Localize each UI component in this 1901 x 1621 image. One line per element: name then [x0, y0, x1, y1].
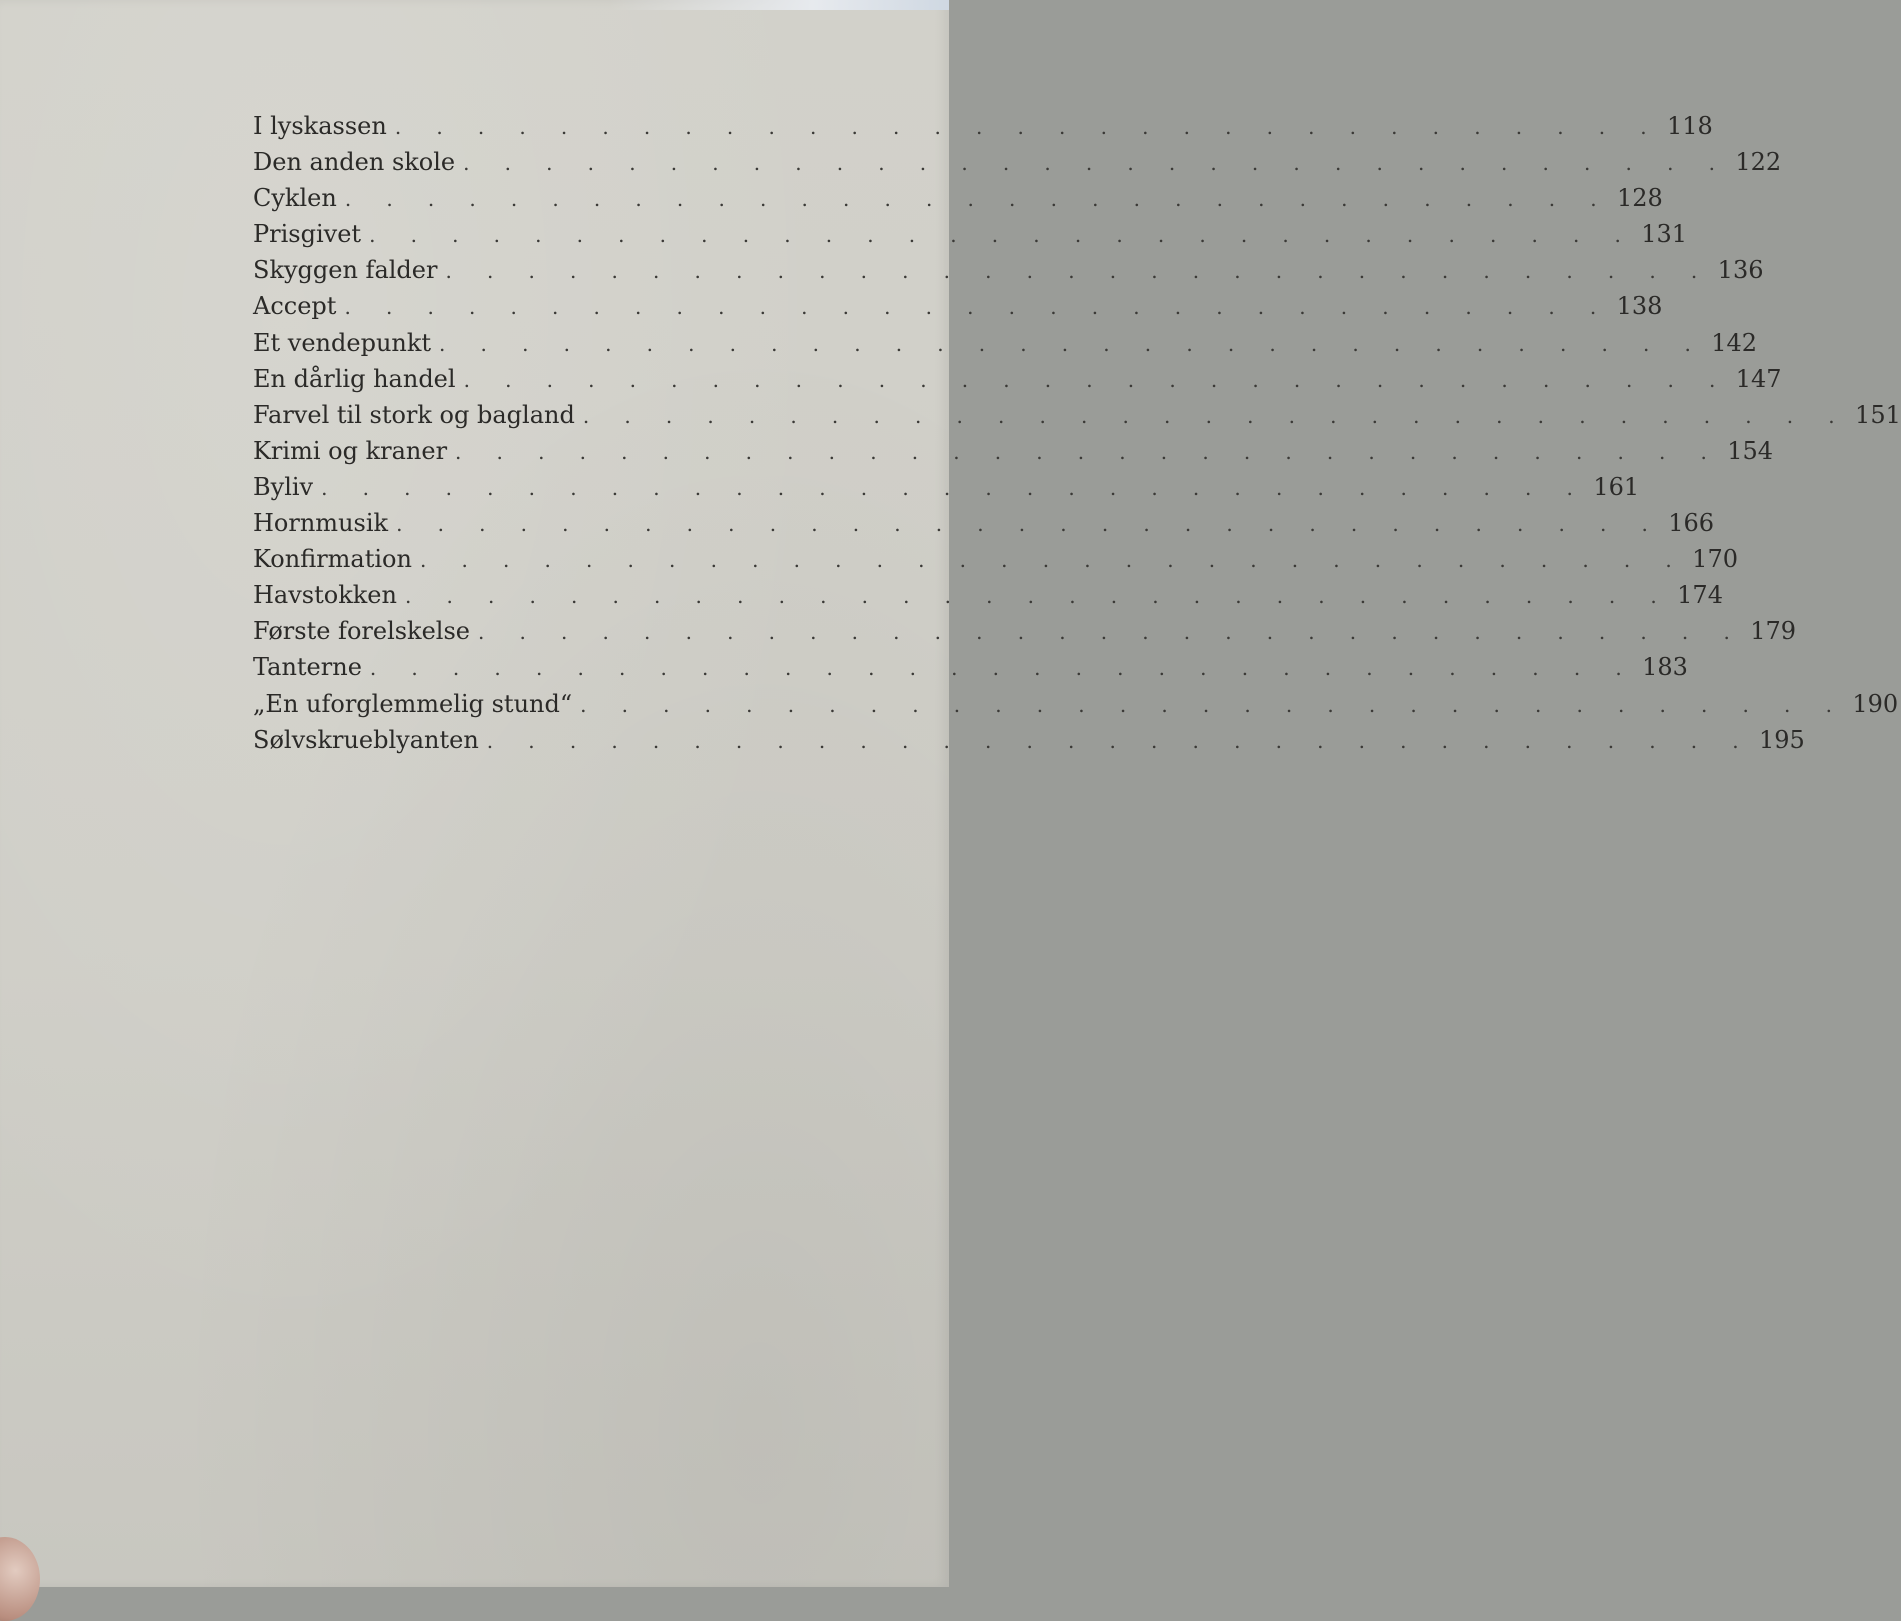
toc-entry	[253, 649, 1688, 685]
toc-entry-page: 147	[1735, 364, 1782, 393]
toc-dot-leader: . . . . . . . . . . . . . . . . . . . . . . . . . . . . . . .	[439, 331, 1706, 356]
toc-dot-leader: . . . . . . . . . . . . . . . . . . . . . . . . . . . . . . .	[394, 115, 1662, 139]
table-of-contents	[253, 108, 1901, 758]
toc-entry-page: 151	[1855, 400, 1901, 429]
toc-entry	[253, 722, 1805, 758]
toc-entry-title: „En uforglemmelig stund“	[253, 689, 573, 718]
toc-entry-title: Konfirmation	[253, 545, 412, 574]
toc-entry-page: 128	[1617, 184, 1663, 213]
toc-dot-leader: . . . . . . . . . . . . . . . . . . . . . . . . . . . . . . .	[419, 548, 1687, 573]
toc-entry-page: 174	[1677, 581, 1723, 610]
toc-entry-title: Prisgivet	[253, 220, 362, 249]
toc-dot-leader: . . . . . . . . . . . . . . . . . . . . . . . . . . . . . . .	[404, 584, 1672, 609]
toc-dot-leader: . . . . . . . . . . . . . . . . . . . . . . . . . . . . . . .	[582, 403, 1850, 428]
toc-entry	[253, 613, 1797, 649]
toc-entry-page: 142	[1711, 328, 1758, 357]
toc-dot-leader: . . . . . . . . . . . . . . . . . . . . . . . . . . . . . . .	[486, 728, 1753, 753]
toc-dot-leader: . . . . . . . . . . . . . . . . . . . . . . . . . . . . . . .	[463, 367, 1730, 392]
toc-dot-leader: . . . . . . . . . . . . . . . . . . . . . . . . . . . . . . .	[369, 223, 1636, 248]
toc-entry-title: Et vendepunkt	[253, 328, 432, 357]
toc-entry	[253, 216, 1688, 252]
toc-dot-leader: . . . . . . . . . . . . . . . . . . . . . . . . . . . . . . .	[463, 151, 1730, 176]
toc-dot-leader: . . . . . . . . . . . . . . . . . . . . . . . . . . . . . . .	[321, 475, 1588, 500]
toc-entry	[253, 397, 1901, 433]
toc-entry	[253, 577, 1723, 613]
toc-entry-page: 131	[1641, 220, 1688, 249]
toc-entry-page: 179	[1750, 617, 1797, 646]
toc-dot-leader: . . . . . . . . . . . . . . . . . . . . . . . . . . . . . . .	[344, 295, 1611, 320]
toc-entry	[253, 469, 1640, 505]
toc-entry	[253, 325, 1758, 361]
toc-entry-title: Havstokken	[253, 581, 397, 610]
toc-entry-page: 190	[1852, 689, 1899, 718]
toc-entry-title: Farvel til stork og bagland	[253, 400, 575, 429]
toc-entry-title: Den anden skole	[253, 148, 456, 177]
toc-entry-title: Første forelskelse	[253, 617, 470, 646]
toc-entry-page: 166	[1668, 509, 1715, 538]
toc-entry	[253, 288, 1663, 324]
toc-entry	[253, 361, 1782, 397]
toc-entry-page: 170	[1692, 545, 1738, 574]
toc-dot-leader: . . . . . . . . . . . . . . . . . . . . . . . . . . . . . . .	[344, 187, 1612, 212]
toc-entry-page: 122	[1735, 148, 1782, 177]
toc-entry-page: 161	[1593, 472, 1640, 501]
toc-entry	[253, 686, 1899, 722]
toc-entry-title: Krimi og kraner	[253, 436, 448, 465]
toc-entry-page: 136	[1717, 256, 1764, 285]
toc-entry	[253, 505, 1715, 541]
toc-dot-leader: . . . . . . . . . . . . . . . . . . . . . . . . . . . . . . .	[396, 512, 1663, 537]
toc-dot-leader: . . . . . . . . . . . . . . . . . . . . . . . . . . . . . . .	[455, 439, 1722, 464]
toc-entry	[253, 541, 1738, 577]
toc-entry	[253, 252, 1764, 288]
toc-dot-leader: . . . . . . . . . . . . . . . . . . . . . . . . . . . . . . .	[478, 620, 1745, 645]
toc-dot-leader: . . . . . . . . . . . . . . . . . . . . . . . . . . . . . . .	[580, 692, 1847, 717]
toc-entry-title: Hornmusik	[253, 509, 389, 538]
toc-entry	[253, 180, 1663, 216]
toc-entry-title: Sølvskrueblyanten	[253, 725, 479, 754]
toc-entry	[253, 108, 1713, 144]
toc-entry-title: En dårlig handel	[253, 364, 456, 393]
toc-dot-leader: . . . . . . . . . . . . . . . . . . . . . . . . . . . . . . .	[369, 656, 1637, 681]
page-edge	[609, 0, 949, 10]
toc-entry-title: I lyskassen	[253, 112, 387, 140]
toc-entry-page: 154	[1727, 436, 1774, 465]
toc-entry	[253, 144, 1782, 180]
toc-entry-page: 118	[1667, 112, 1713, 140]
toc-entry-title: Cyklen	[253, 184, 337, 213]
toc-entry-page: 183	[1642, 653, 1688, 682]
toc-entry-page: 138	[1616, 292, 1663, 321]
toc-entry-page: 195	[1759, 725, 1805, 754]
toc-entry-title: Byliv	[253, 472, 314, 501]
toc-entry-title: Accept	[253, 292, 337, 321]
toc-dot-leader: . . . . . . . . . . . . . . . . . . . . . . . . . . . . . . .	[445, 259, 1712, 284]
toc-entry	[253, 433, 1774, 469]
toc-entry-title: Skyggen falder	[253, 256, 438, 285]
toc-entry-title: Tanterne	[253, 653, 362, 682]
